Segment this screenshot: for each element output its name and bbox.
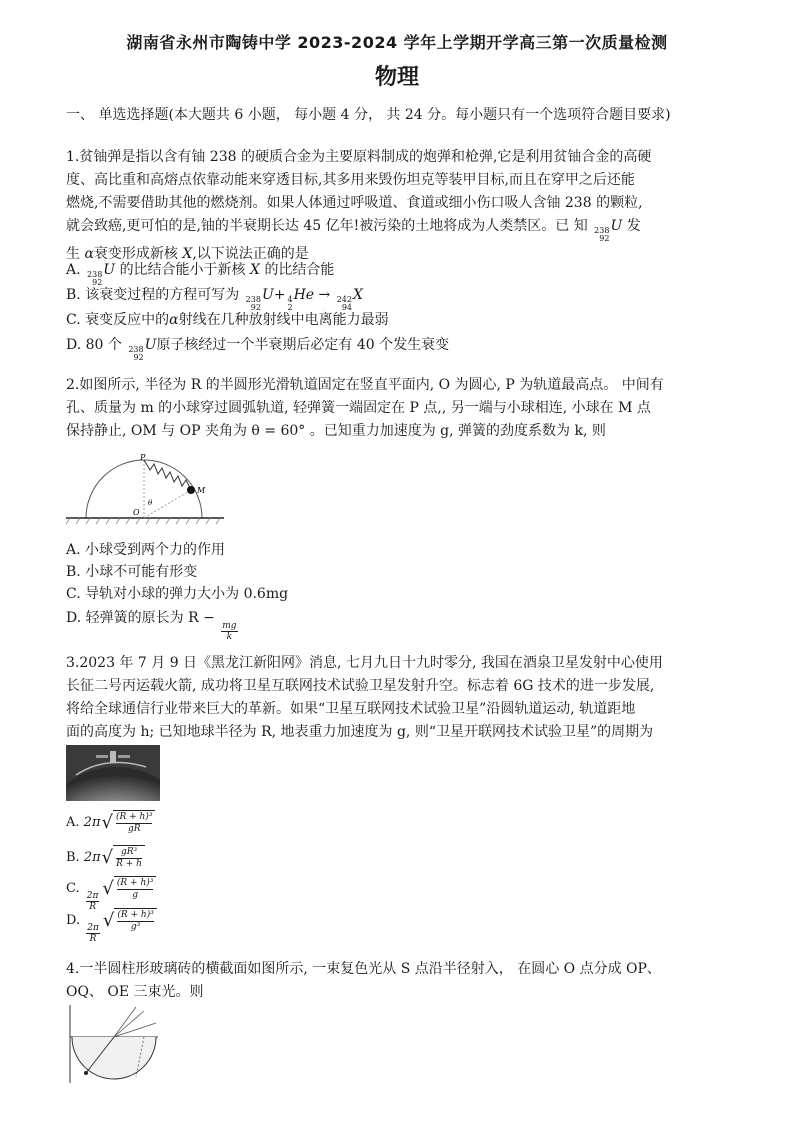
section-heading: 一、 单选选择题(本大题共 6 小题， 每小题 4 分， 共 24 分。每小题只有一个选项符合题目要求) <box>66 107 671 123</box>
q4-line-2: OQ、 OE 三束光。则 <box>66 984 204 1000</box>
q4-stem <box>66 958 730 1004</box>
q1-option-b: B. 该衰变过程的方程可写为 238 92 U+ 4 2 He → 242 94 X <box>66 287 363 312</box>
q3-line-1: 3.2023 年 7 月 9 日《黑龙江新阳网》消息, 七月九日十九时零分, 我国在酒泉卫星发射中心使用 <box>66 655 663 671</box>
q1-line-3: 燃烧,不需要借助其他的燃烧剂。如果人体通过呼吸道、食道或细小伤口吸人含铀 238 的颗粒, <box>66 195 643 211</box>
satellite-photo <box>66 745 160 801</box>
q2-stem <box>66 374 730 443</box>
q3-option-b: B. 2π√ $\frac{\text{gR³}}{R + h}$ <box>66 845 145 870</box>
subject-heading: 物理 <box>374 65 419 90</box>
q3-option-a: A. 2π√ $\frac{\text{(R + h)³}}{gR}$ <box>66 810 155 835</box>
q2-figure <box>66 452 224 528</box>
q3-option-d: D. $\frac{2\pi}{R}$ √ $\frac{\text{(R + h)³}}{\text{g³}}$ <box>66 908 157 944</box>
q1-line-4: 就会致癌,更可怕的是,铀的半衰期长达 45 亿年!被污染的土地将成为人类禁区。已 知 238 92 U 发 <box>66 218 641 243</box>
q2-option-b: B. 小球不可能有形变 <box>66 564 198 580</box>
svg-text:θ: θ <box>148 499 153 507</box>
q2-line-2: 孔、质量为 m 的小球穿过圆弧轨道, 轻弹簧一端固定在 P 点,, 另一端与小球相连, 小球在 M 点 <box>66 400 651 416</box>
ball-icon <box>187 486 195 494</box>
q4-figure <box>66 1003 162 1087</box>
svg-text:M: M <box>197 486 206 495</box>
q3-line-4: 面的高度为 h; 已知地球半径为 R, 地表重力加速度为 g, 则“卫星开联网技术试验卫星”的周期为 <box>66 724 654 740</box>
q3-line-2: 长征二号丙运载火箭, 成功将卫星互联网技术试验卫星发射升空。标志着 6G 技术的进一步发展, <box>66 678 655 694</box>
q1-line-1: 1.贫铀弹是指以含有铀 238 的硬质合金为主要原料制成的炮弹和枪弹,它是利用贫铀合金的高硬 <box>66 149 652 165</box>
q2-line-1: 2.如图所示, 半径为 R 的半圆形光滑轨道固定在竖直平面内, O 为圆心, P 为轨道最高点。 中间有 <box>66 377 664 393</box>
q2-line-3: 保持静止, OM 与 OP 夹角为 θ = 60° 。已知重力加速度为 g, 弹簧的劲度系数为 k, 则 <box>66 423 606 439</box>
q2-option-c: C. 导轨对小球的弹力大小为 0.6mg <box>66 586 289 602</box>
q1-option-a: A. 238 92 U 的比结合能小于新核 X 的比结合能 <box>66 262 335 287</box>
svg-text:O: O <box>133 508 140 517</box>
q4-line-1: 4.一半圆柱形玻璃砖的横截面如图所示, 一束复色光从 S 点沿半径射入， 在圆心 O 点分成 OP、 <box>66 961 661 977</box>
q3-option-c: C. $\frac{2\pi}{R}$ √ $\frac{\text{(R + h)³}}{g}$ <box>66 876 156 912</box>
q1-stem <box>66 146 730 266</box>
svg-text:P: P <box>140 453 146 462</box>
q1-line-2: 度、高比重和高熔点依靠动能来穿透目标,其多用来毁伤坦克等装甲目标,而且在穿甲之后还能 <box>66 172 635 188</box>
q3-stem <box>66 652 730 744</box>
q2-option-d: D. 轻弹簧的原长为 R − $\frac{mg}{k}$ <box>66 610 237 642</box>
q1-option-c: C. 衰变反应中的α射线在几种放射线中电离能力最弱 <box>66 312 389 328</box>
exam-title: 湖南省永州市陶铸中学 2023-2024 学年上学期开学高三第一次质量检测 <box>126 33 668 52</box>
q1-line-5: 生 α衰变形成新核 X,以下说法正确的是 <box>66 246 309 262</box>
q2-option-a: A. 小球受到两个力的作用 <box>66 542 226 558</box>
q1-option-d: D. 80 个 238 92 U原子核经过一个半衰期后必定有 40 个发生衰变 <box>66 337 450 362</box>
point-s-icon <box>84 1071 88 1075</box>
q3-line-3: 将给全球通信行业带来巨大的革新。如果“卫星互联网技术试验卫星”沿圆轨道运动, 轨道距地 <box>66 701 636 717</box>
